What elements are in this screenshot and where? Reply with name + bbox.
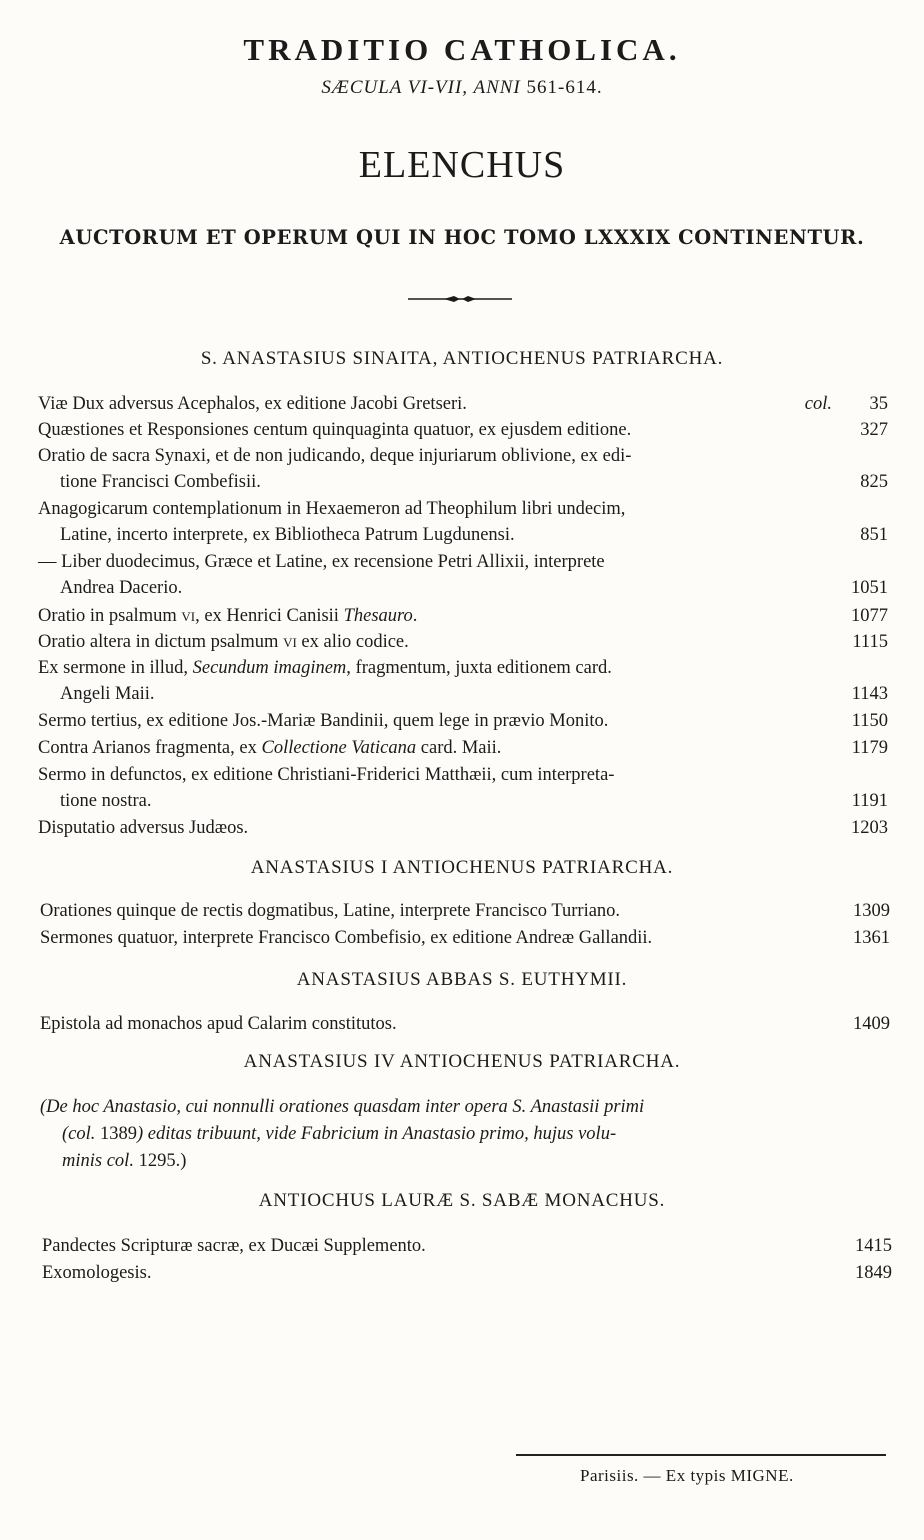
entry-text: Viæ Dux adversus Acephalos, ex editione Jacobi Gretseri. (38, 394, 467, 414)
entry-text-part: Oratio in psalmum (38, 606, 182, 626)
note-text: (De hoc Anastasio, cui nonnulli orationes quasdam inter opera S. Anastasii primi (40, 1097, 645, 1117)
ornament-divider (408, 292, 512, 306)
column-number: 1115 (852, 632, 888, 652)
column-number: 35 (869, 394, 888, 414)
subtitle-centuries: SÆCULA VI-VII, ANNI (321, 77, 521, 98)
list-item (38, 629, 888, 655)
entry-text: Sermo in defunctos, ex editione Christiani-Friderici Matthæii, cum interpreta- (38, 765, 615, 785)
column-number: 1849 (855, 1263, 892, 1283)
entry-text: Anagogicarum contemplationum in Hexaemeron ad Theophilum libri undecim, (38, 499, 626, 519)
entry-text-part: card. Maii. (416, 738, 502, 758)
entry-text: Sermones quatuor, interprete Francisco Combefisio, ex editione Andreæ Gallandii. (40, 928, 653, 948)
entry-text: Pandectes Scripturæ sacræ, ex Ducæi Supplemento. (42, 1236, 426, 1256)
column-number: 1179 (851, 738, 888, 758)
list-item (42, 1260, 892, 1286)
entry-text (38, 735, 788, 761)
entry-text: Oratio de sacra Synaxi, et de non judicando, deque injuriarum oblivione, ex edi- (38, 446, 632, 466)
entry-text (38, 629, 788, 655)
column-number: 1077 (851, 606, 888, 626)
entry-text-part: Oratio altera in dictum psalmum (38, 632, 284, 652)
psalm-number: vi (181, 606, 196, 626)
editorial-note (40, 1094, 800, 1175)
entry-text (38, 655, 788, 681)
list-item (40, 925, 890, 951)
entry-text: Angeli Maii. (60, 684, 155, 704)
list-item (38, 735, 888, 761)
entry-text-part: , fragmentum, juxta editionem card. (346, 658, 612, 678)
note-text-part: .) (175, 1151, 187, 1171)
note-number: 1389 (100, 1124, 138, 1144)
entry-text: Orationes quinque de rectis dogmatibus, Latine, interprete Francisco Turriano. (40, 901, 621, 921)
entry-text: Epistola ad monachos apud Calarim constitutos. (40, 1014, 397, 1034)
footer-rule (516, 1454, 886, 1456)
entry-italic: Secundum imaginem (192, 658, 347, 678)
note-number: 1295 (138, 1151, 176, 1171)
entry-text-part: . (412, 606, 418, 626)
column-number: 1150 (851, 711, 888, 731)
list-item (38, 762, 888, 814)
list-item (40, 898, 890, 924)
column-number: 1051 (851, 578, 888, 598)
entry-text-part: ex alio codice. (296, 632, 409, 652)
column-number: 1415 (855, 1236, 892, 1256)
section-title: ANTIOCHUS LAURÆ S. SABÆ MONACHUS. (258, 1190, 666, 1211)
entry-text: tione nostra. (60, 791, 152, 811)
elenchus-heading: ELENCHUS (358, 144, 566, 186)
section-title: ANASTASIUS IV ANTIOCHENUS PATRIARCHA. (243, 1051, 681, 1072)
list-item (38, 815, 888, 841)
entry-italic: Collectione Vaticana (261, 738, 417, 758)
list-item (38, 417, 888, 443)
column-number: 327 (860, 420, 888, 440)
column-number: 1361 (853, 928, 890, 948)
section-title: ANASTASIUS I ANTIOCHENUS PATRIARCHA. (250, 857, 674, 878)
list-item (42, 1233, 892, 1259)
entry-text: tione Francisci Combefisii. (60, 472, 261, 492)
entry-text: Sermo tertius, ex editione Jos.-Mariæ Bandinii, quem lege in prævio Monito. (38, 711, 609, 731)
entry-italic: Thesauro (343, 606, 413, 626)
note-text (40, 1148, 800, 1175)
column-number: 1409 (853, 1014, 890, 1034)
column-number: 1191 (851, 791, 888, 811)
list-item (38, 708, 888, 734)
page-title: TRADITIO CATHOLICA. (243, 32, 681, 67)
column-number: 1143 (851, 684, 888, 704)
printer-imprint: Parisiis. — Ex typis MIGNE. (580, 1466, 794, 1485)
page-subtitle (0, 77, 924, 99)
col-label: col. (804, 394, 832, 414)
note-text-part: (col. (62, 1124, 101, 1144)
note-text-part: ) editas tribuunt, vide Fabricium in Anastasio primo, hujus volu- (137, 1124, 617, 1144)
entry-text: Andrea Dacerio. (60, 578, 183, 598)
column-number: 825 (860, 472, 888, 492)
entry-text (38, 603, 788, 629)
contents-subheading: AUCTORUM ET OPERUM QUI IN HOC TOMO LXXXIX CONTINENTUR. (59, 226, 865, 249)
entry-text-part: , ex Henrici Canisii (195, 606, 344, 626)
entry-text: Latine, incerto interprete, ex Bibliotheca Patrum Lugdunensi. (60, 525, 515, 545)
column-number: 1309 (853, 901, 890, 921)
list-item (38, 391, 888, 417)
note-text-part: minis col. (62, 1151, 139, 1171)
psalm-number: vi (283, 632, 297, 652)
note-text (40, 1121, 800, 1148)
list-item (38, 443, 888, 495)
entry-text: Quæstiones et Responsiones centum quinquaginta quatuor, ex ejusdem editione. (38, 420, 632, 440)
list-item (38, 549, 888, 601)
entry-text: — Liber duodecimus, Græce et Latine, ex recensione Petri Allixii, interprete (38, 552, 605, 572)
column-number: 851 (860, 525, 888, 545)
entry-text-part: Contra Arianos fragmenta, ex (38, 738, 262, 758)
column-number: 1203 (851, 818, 888, 838)
entry-text: Exomologesis. (42, 1263, 152, 1283)
list-item (40, 1011, 890, 1037)
subtitle-years: 561-614. (526, 77, 603, 98)
list-item (38, 655, 888, 707)
section-title: S. ANASTASIUS SINAITA, ANTIOCHENUS PATRIARCHA. (200, 348, 724, 369)
entry-text: Disputatio adversus Judæos. (38, 818, 249, 838)
entry-text-part: Ex sermone in illud, (38, 658, 193, 678)
section-title: ANASTASIUS ABBAS S. EUTHYMII. (296, 969, 628, 990)
list-item (38, 496, 888, 548)
list-item (38, 603, 888, 629)
